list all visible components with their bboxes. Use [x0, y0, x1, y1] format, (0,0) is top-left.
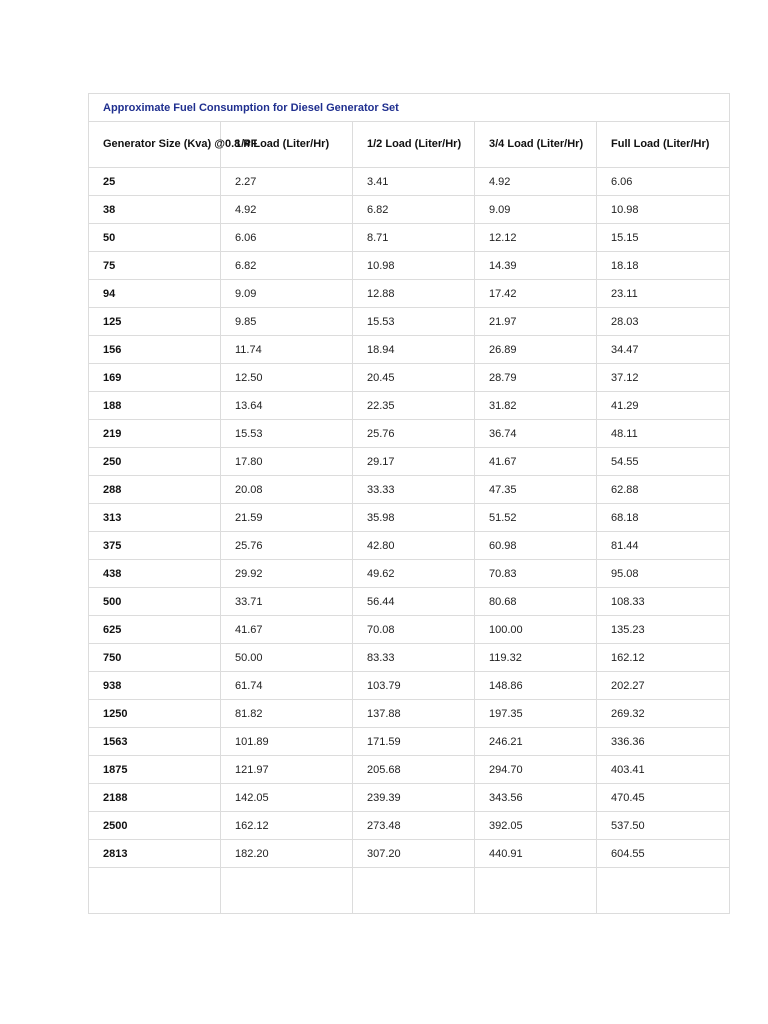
cell-quarter-load: 182.20	[221, 840, 353, 868]
table-row	[89, 728, 730, 756]
cell-full-load: 34.47	[597, 336, 730, 364]
cell-quarter-load: 33.71	[221, 588, 353, 616]
table-row	[89, 364, 730, 392]
cell-full-load: 10.98	[597, 196, 730, 224]
table-row	[89, 812, 730, 840]
cell-generator-size: 75	[89, 252, 221, 280]
column-header-three-quarter-load: 3/4 Load (Liter/Hr)	[475, 122, 597, 168]
cell-quarter-load: 61.74	[221, 672, 353, 700]
cell-three-quarter-load: 148.86	[475, 672, 597, 700]
table-row	[89, 672, 730, 700]
cell-three-quarter-load: 36.74	[475, 420, 597, 448]
cell-half-load: 137.88	[353, 700, 475, 728]
cell-generator-size: 750	[89, 644, 221, 672]
cell-full-load: 135.23	[597, 616, 730, 644]
table-body	[89, 168, 730, 914]
cell-full-load: 41.29	[597, 392, 730, 420]
table-row	[89, 196, 730, 224]
table-header-row	[89, 122, 730, 168]
cell-quarter-load: 9.09	[221, 280, 353, 308]
cell-quarter-load: 6.82	[221, 252, 353, 280]
table-row	[89, 700, 730, 728]
table-row	[89, 392, 730, 420]
cell-full-load: 28.03	[597, 308, 730, 336]
cell-half-load: 35.98	[353, 504, 475, 532]
cell-quarter-load: 121.97	[221, 756, 353, 784]
cell-full-load: 68.18	[597, 504, 730, 532]
table-row	[89, 840, 730, 868]
cell-quarter-load: 41.67	[221, 616, 353, 644]
column-header-quarter-load: 1/4 Load (Liter/Hr)	[221, 122, 353, 168]
cell-full-load: 336.36	[597, 728, 730, 756]
cell-half-load: 15.53	[353, 308, 475, 336]
cell-half-load: 8.71	[353, 224, 475, 252]
cell-half-load: 103.79	[353, 672, 475, 700]
table-title: Approximate Fuel Consumption for Diesel Generator Set	[89, 94, 730, 122]
cell-full-load: 604.55	[597, 840, 730, 868]
table-row	[89, 336, 730, 364]
cell-half-load: 3.41	[353, 168, 475, 196]
cell-full-load: 37.12	[597, 364, 730, 392]
cell-generator-size: 1875	[89, 756, 221, 784]
cell-generator-size: 38	[89, 196, 221, 224]
cell-generator-size: 156	[89, 336, 221, 364]
cell-three-quarter-load: 47.35	[475, 476, 597, 504]
cell-half-load: 171.59	[353, 728, 475, 756]
cell-generator-size: 188	[89, 392, 221, 420]
column-header-half-load: 1/2 Load (Liter/Hr)	[353, 122, 475, 168]
cell-generator-size: 438	[89, 560, 221, 588]
table-row	[89, 560, 730, 588]
cell-three-quarter-load: 21.97	[475, 308, 597, 336]
cell-full-load: 95.08	[597, 560, 730, 588]
cell-generator-size: 2188	[89, 784, 221, 812]
cell-three-quarter-load: 17.42	[475, 280, 597, 308]
cell-half-load: 33.33	[353, 476, 475, 504]
table-row	[89, 308, 730, 336]
cell-full-load: 48.11	[597, 420, 730, 448]
cell-three-quarter-load: 440.91	[475, 840, 597, 868]
cell-three-quarter-load: 197.35	[475, 700, 597, 728]
cell-half-load: 12.88	[353, 280, 475, 308]
cell-quarter-load: 29.92	[221, 560, 353, 588]
cell-quarter-load: 142.05	[221, 784, 353, 812]
cell-three-quarter-load: 51.52	[475, 504, 597, 532]
cell-half-load: 56.44	[353, 588, 475, 616]
cell-three-quarter-load: 4.92	[475, 168, 597, 196]
cell-quarter-load: 21.59	[221, 504, 353, 532]
cell-quarter-load: 162.12	[221, 812, 353, 840]
cell-full-load: 62.88	[597, 476, 730, 504]
cell-half-load: 10.98	[353, 252, 475, 280]
cell-quarter-load: 81.82	[221, 700, 353, 728]
cell-quarter-load: 25.76	[221, 532, 353, 560]
cell-full-load: 15.15	[597, 224, 730, 252]
cell-half-load: 49.62	[353, 560, 475, 588]
cell-half-load: 273.48	[353, 812, 475, 840]
cell-quarter-load: 9.85	[221, 308, 353, 336]
table-row	[89, 644, 730, 672]
table-row	[89, 532, 730, 560]
cell-generator-size: 2813	[89, 840, 221, 868]
cell-half-load: 307.20	[353, 840, 475, 868]
table-row	[89, 168, 730, 196]
cell-half-load: 83.33	[353, 644, 475, 672]
table-row	[89, 448, 730, 476]
cell-quarter-load: 15.53	[221, 420, 353, 448]
cell-three-quarter-load: 28.79	[475, 364, 597, 392]
cell-generator-size: 219	[89, 420, 221, 448]
cell-half-load: 20.45	[353, 364, 475, 392]
table-row	[89, 616, 730, 644]
cell-generator-size: 625	[89, 616, 221, 644]
cell-generator-size: 1250	[89, 700, 221, 728]
cell-full-load: 6.06	[597, 168, 730, 196]
cell-half-load: 239.39	[353, 784, 475, 812]
cell-generator-size: 500	[89, 588, 221, 616]
cell-three-quarter-load: 119.32	[475, 644, 597, 672]
cell-three-quarter-load: 41.67	[475, 448, 597, 476]
cell-full-load: 537.50	[597, 812, 730, 840]
cell-generator-size: 250	[89, 448, 221, 476]
column-header-full-load: Full Load (Liter/Hr)	[597, 122, 730, 168]
cell-three-quarter-load: 31.82	[475, 392, 597, 420]
cell-full-load: 470.45	[597, 784, 730, 812]
blank-cell	[597, 868, 730, 914]
table-row	[89, 280, 730, 308]
cell-full-load: 269.32	[597, 700, 730, 728]
cell-quarter-load: 2.27	[221, 168, 353, 196]
cell-full-load: 54.55	[597, 448, 730, 476]
cell-three-quarter-load: 12.12	[475, 224, 597, 252]
cell-full-load: 202.27	[597, 672, 730, 700]
cell-generator-size: 169	[89, 364, 221, 392]
cell-generator-size: 125	[89, 308, 221, 336]
cell-three-quarter-load: 14.39	[475, 252, 597, 280]
cell-three-quarter-load: 392.05	[475, 812, 597, 840]
cell-quarter-load: 6.06	[221, 224, 353, 252]
cell-three-quarter-load: 70.83	[475, 560, 597, 588]
table-row	[89, 252, 730, 280]
blank-row	[89, 868, 730, 914]
document-page	[88, 93, 729, 914]
table-row	[89, 588, 730, 616]
cell-full-load: 18.18	[597, 252, 730, 280]
cell-half-load: 25.76	[353, 420, 475, 448]
cell-half-load: 22.35	[353, 392, 475, 420]
cell-three-quarter-load: 294.70	[475, 756, 597, 784]
cell-full-load: 81.44	[597, 532, 730, 560]
cell-generator-size: 2500	[89, 812, 221, 840]
cell-generator-size: 938	[89, 672, 221, 700]
cell-half-load: 29.17	[353, 448, 475, 476]
cell-three-quarter-load: 80.68	[475, 588, 597, 616]
blank-cell	[475, 868, 597, 914]
cell-generator-size: 1563	[89, 728, 221, 756]
table-row	[89, 756, 730, 784]
cell-three-quarter-load: 26.89	[475, 336, 597, 364]
table-row	[89, 476, 730, 504]
cell-quarter-load: 11.74	[221, 336, 353, 364]
blank-cell	[221, 868, 353, 914]
cell-half-load: 70.08	[353, 616, 475, 644]
column-header-generator-size: Generator Size (Kva) @0.8 PF	[89, 122, 221, 168]
cell-half-load: 6.82	[353, 196, 475, 224]
cell-half-load: 42.80	[353, 532, 475, 560]
cell-quarter-load: 17.80	[221, 448, 353, 476]
cell-half-load: 205.68	[353, 756, 475, 784]
cell-half-load: 18.94	[353, 336, 475, 364]
cell-quarter-load: 13.64	[221, 392, 353, 420]
table-row	[89, 784, 730, 812]
fuel-consumption-table	[88, 93, 730, 914]
cell-full-load: 403.41	[597, 756, 730, 784]
table-title-row	[89, 94, 730, 122]
table-row	[89, 224, 730, 252]
cell-full-load: 108.33	[597, 588, 730, 616]
cell-quarter-load: 12.50	[221, 364, 353, 392]
table-row	[89, 504, 730, 532]
cell-quarter-load: 101.89	[221, 728, 353, 756]
cell-three-quarter-load: 60.98	[475, 532, 597, 560]
blank-cell	[89, 868, 221, 914]
cell-three-quarter-load: 9.09	[475, 196, 597, 224]
cell-generator-size: 25	[89, 168, 221, 196]
cell-full-load: 23.11	[597, 280, 730, 308]
cell-quarter-load: 50.00	[221, 644, 353, 672]
cell-generator-size: 313	[89, 504, 221, 532]
cell-generator-size: 94	[89, 280, 221, 308]
blank-cell	[353, 868, 475, 914]
cell-generator-size: 288	[89, 476, 221, 504]
cell-generator-size: 50	[89, 224, 221, 252]
cell-quarter-load: 20.08	[221, 476, 353, 504]
cell-three-quarter-load: 246.21	[475, 728, 597, 756]
cell-three-quarter-load: 100.00	[475, 616, 597, 644]
table-row	[89, 420, 730, 448]
cell-three-quarter-load: 343.56	[475, 784, 597, 812]
cell-quarter-load: 4.92	[221, 196, 353, 224]
cell-full-load: 162.12	[597, 644, 730, 672]
cell-generator-size: 375	[89, 532, 221, 560]
